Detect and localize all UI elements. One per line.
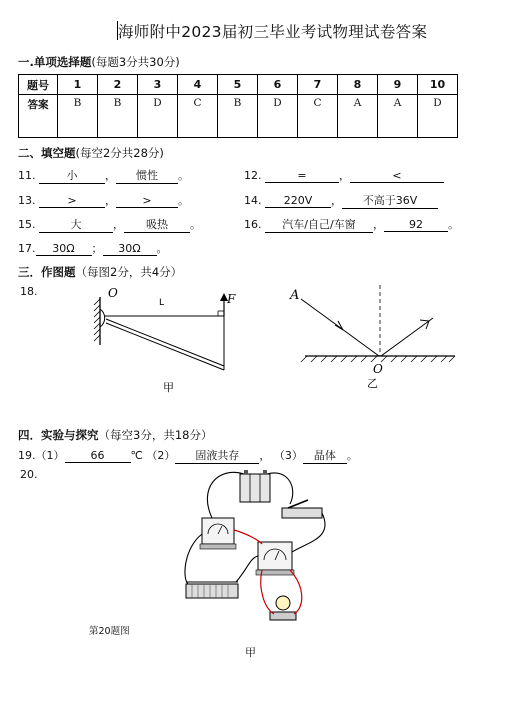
table-cell-answer: A <box>338 95 378 138</box>
punctuation: 。 <box>156 242 168 255</box>
switch-icon <box>282 508 322 518</box>
punctuation: 。 <box>178 169 189 182</box>
answer-blank: 66 <box>65 449 131 463</box>
table-cell-answer: B <box>218 95 258 138</box>
table-cell-answer: B <box>98 95 138 138</box>
question-16: 16. 汽车/自己/车窗 ， 92 。 <box>244 218 459 231</box>
question-number: 17. <box>18 242 36 255</box>
reflection-diagram <box>283 283 473 395</box>
question-number: 19. <box>18 449 36 462</box>
figure-caption-jia: 甲 <box>163 381 174 394</box>
question-12 <box>244 167 444 183</box>
punctuation: 。 <box>178 194 189 207</box>
table-answer-label: 答案 <box>19 95 58 138</box>
table-cell-answer: B <box>58 95 98 138</box>
section4-heading <box>18 427 212 443</box>
question-15: 15. 大 ， 吸热 。 <box>18 218 201 231</box>
punctuation: 。 <box>448 218 459 231</box>
question-18-number: 18. <box>20 285 38 298</box>
section1-note: (每题3分共30分) <box>91 55 180 69</box>
answer-blank: 30Ω <box>36 242 92 256</box>
table-row-numbers <box>19 75 458 95</box>
table-cell-number: 3 <box>138 75 178 95</box>
part-label: （3） <box>273 449 303 462</box>
unit-celsius: ℃ <box>130 449 143 462</box>
answer-table <box>18 74 458 138</box>
section1-heading <box>18 54 180 70</box>
table-cell-answer: C <box>298 95 338 138</box>
circuit-diagram <box>178 468 338 628</box>
page-title: 海师附中2023届初三毕业考试物理试卷答案 <box>118 23 428 41</box>
question-20-number: 20. <box>20 468 38 481</box>
question-number: 12. <box>244 169 262 182</box>
answer-blank: > <box>116 194 178 208</box>
answer-blank: 30Ω <box>103 242 157 256</box>
section3-note: （每图2分，共4分） <box>75 265 183 279</box>
table-cell-number: 2 <box>98 75 138 95</box>
question-number: 16. <box>244 218 262 231</box>
section2-heading-text: 二、填空题 <box>18 146 76 160</box>
section3-heading <box>18 264 182 280</box>
table-cell-number: 5 <box>218 75 258 95</box>
table-cell-answer: D <box>258 95 298 138</box>
table-cell-number: 4 <box>178 75 218 95</box>
bulb-icon <box>276 596 290 610</box>
answer-blank: 惯性 <box>116 167 178 184</box>
answer-blank: 小 <box>39 167 105 184</box>
question-number: 13. <box>18 194 36 207</box>
figure-20-label: 甲 <box>245 646 256 659</box>
label-force-f: F <box>227 292 236 306</box>
question-17: 17. 30Ω ； 30Ω 。 <box>18 242 168 255</box>
answer-blank: 汽车/自己/车窗 <box>265 216 373 233</box>
part-label: （1） <box>35 449 65 462</box>
section3-heading-text: 三．作图题 <box>18 265 76 279</box>
table-cell-answer: C <box>178 95 218 138</box>
label-point-a: A <box>290 288 300 303</box>
answer-blank: > <box>39 194 105 208</box>
lever-diagram <box>88 283 248 395</box>
section4-heading-text: 四．实验与探究 <box>18 428 99 442</box>
table-cell-answer: D <box>138 95 178 138</box>
answer-blank: 固液共存 <box>175 447 259 464</box>
wall-hatching <box>94 299 100 341</box>
answer-blank: 晶体 <box>303 447 347 464</box>
question-19: 19.（1） 66 ℃ （2） 固液共存 ， （3） 晶体 。 <box>18 449 358 462</box>
punctuation: ， <box>339 169 350 182</box>
table-cell-number: 7 <box>298 75 338 95</box>
label-point-o2: O <box>373 362 383 376</box>
rheostat-icon <box>186 584 238 598</box>
figure-20-caption: 第20题图 <box>89 626 130 637</box>
ammeter-icon <box>258 542 292 570</box>
label-l: L <box>159 298 165 308</box>
answer-blank: 220V <box>265 194 331 208</box>
table-cell-number: 10 <box>418 75 458 95</box>
question-number: 14. <box>244 194 262 207</box>
table-cell-number: 8 <box>338 75 378 95</box>
table-row-answers <box>19 95 458 138</box>
question-13: 13. > ， > 。 <box>18 194 189 207</box>
answer-blank: 92 <box>384 218 448 232</box>
table-header-label: 题号 <box>19 75 58 95</box>
table-cell-answer: D <box>418 95 458 138</box>
question-14: 14. 220V ， 不高于36V <box>244 192 438 209</box>
table-cell-number: 6 <box>258 75 298 95</box>
table-cell-number: 9 <box>378 75 418 95</box>
answer-blank: 吸热 <box>124 216 190 233</box>
section2-note: (每空2分共28分) <box>75 146 164 160</box>
label-point-o: O <box>108 286 118 300</box>
answer-blank: 不高于36V <box>342 192 438 209</box>
answer-blank: = <box>265 169 339 183</box>
punctuation: 。 <box>190 218 201 231</box>
part-label: （2） <box>146 449 176 462</box>
punctuation: 。 <box>346 449 358 462</box>
figure-caption-yi: 乙 <box>367 377 378 390</box>
table-cell-answer: A <box>378 95 418 138</box>
answer-blank: < <box>350 169 444 183</box>
section2-heading <box>18 145 164 161</box>
answer-blank: 大 <box>39 216 113 233</box>
battery-icon <box>240 474 270 502</box>
section1-heading-text: 一.单项选择题 <box>18 55 92 69</box>
question-number: 15. <box>18 218 36 231</box>
question-11: 11. 小 ， 惯性 。 <box>18 169 189 182</box>
question-number: 11. <box>18 169 36 182</box>
section4-note: （每空3分，共18分） <box>98 428 213 442</box>
table-cell-number: 1 <box>58 75 98 95</box>
voltmeter-icon <box>202 518 234 544</box>
